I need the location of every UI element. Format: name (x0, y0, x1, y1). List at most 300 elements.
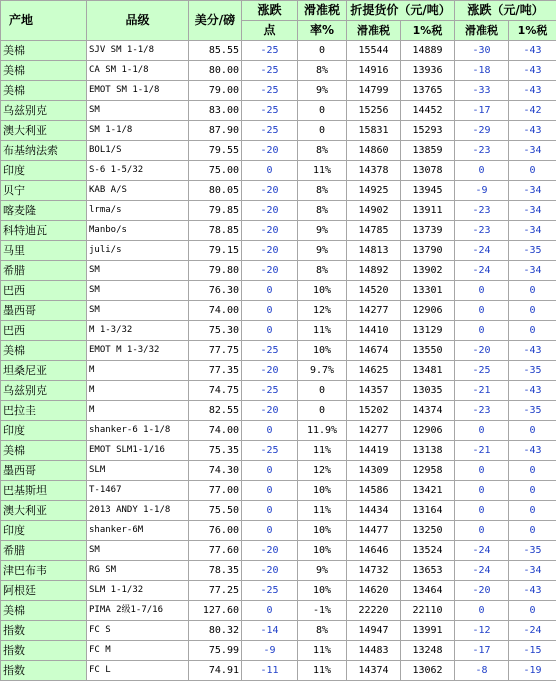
rmbchange-tax-cell: -29 (455, 121, 509, 141)
delivery-tax-cell: 14374 (347, 661, 401, 681)
delivery-1pct-cell: 13911 (401, 201, 455, 221)
price-cell: 77.60 (189, 541, 242, 561)
delivery-tax-cell: 14892 (347, 261, 401, 281)
delivery-tax-cell: 14732 (347, 561, 401, 581)
change-cell: -20 (242, 541, 298, 561)
delivery-1pct-cell: 13945 (401, 181, 455, 201)
origin-cell: 墨西哥 (1, 301, 87, 321)
rmbchange-1pct-cell: 0 (509, 281, 556, 301)
price-cell: 77.25 (189, 581, 242, 601)
grade-cell: lrma/s (87, 201, 189, 221)
rmbchange-header-1pct: 1%税 (509, 21, 556, 41)
price-cell: 74.30 (189, 461, 242, 481)
grade-cell: EMOT SM 1-1/8 (87, 81, 189, 101)
rmbchange-tax-cell: 0 (455, 601, 509, 621)
table-row (1, 561, 556, 581)
price-cell: 77.00 (189, 481, 242, 501)
tax-rate-cell: 11% (298, 661, 347, 681)
delivery-tax-cell: 14520 (347, 281, 401, 301)
delivery-tax-cell: 14674 (347, 341, 401, 361)
change-cell: -20 (242, 181, 298, 201)
change-cell: 0 (242, 461, 298, 481)
header-row-1 (1, 1, 556, 21)
delivery-1pct-cell: 14374 (401, 401, 455, 421)
rmbchange-1pct-cell: 0 (509, 601, 556, 621)
rmbchange-tax-cell: -12 (455, 621, 509, 641)
delivery-1pct-cell: 13859 (401, 141, 455, 161)
delivery-1pct-cell: 13164 (401, 501, 455, 521)
origin-cell: 印度 (1, 421, 87, 441)
grade-cell: 2013 ANDY 1-1/8 (87, 501, 189, 521)
delivery-tax-cell: 15256 (347, 101, 401, 121)
change-cell: -20 (242, 401, 298, 421)
rmbchange-tax-cell: -30 (455, 41, 509, 61)
delivery-tax-cell: 14410 (347, 321, 401, 341)
change-cell: -25 (242, 81, 298, 101)
delivery-tax-cell: 14620 (347, 581, 401, 601)
delivery-tax-cell: 14586 (347, 481, 401, 501)
table-row (1, 601, 556, 621)
rmbchange-1pct-cell: 0 (509, 481, 556, 501)
grade-cell: FC M (87, 641, 189, 661)
origin-cell: 墨西哥 (1, 461, 87, 481)
table-row (1, 361, 556, 381)
change-cell: -14 (242, 621, 298, 641)
delivery-tax-cell: 14785 (347, 221, 401, 241)
tax-rate-cell: 0 (298, 401, 347, 421)
origin-cell: 坦桑尼亚 (1, 361, 87, 381)
change-cell: -25 (242, 101, 298, 121)
tax-rate-cell: 12% (298, 461, 347, 481)
origin-cell: 巴西 (1, 321, 87, 341)
price-cell: 74.75 (189, 381, 242, 401)
rmbchange-tax-cell: -23 (455, 201, 509, 221)
change-cell: -9 (242, 641, 298, 661)
delivery-1pct-cell: 13250 (401, 521, 455, 541)
delivery-1pct-cell: 13550 (401, 341, 455, 361)
grade-cell: M (87, 401, 189, 421)
grade-cell: SM (87, 101, 189, 121)
change-cell: 0 (242, 281, 298, 301)
grade-cell: SM (87, 261, 189, 281)
table-row (1, 501, 556, 521)
origin-cell: 贝宁 (1, 181, 87, 201)
price-cell: 79.85 (189, 201, 242, 221)
change-cell: 0 (242, 421, 298, 441)
grade-cell: SM (87, 281, 189, 301)
tax-rate-cell: 10% (298, 581, 347, 601)
table-row (1, 341, 556, 361)
delivery-1pct-cell: 12906 (401, 301, 455, 321)
price-cell: 75.50 (189, 501, 242, 521)
delivery-tax-cell: 14813 (347, 241, 401, 261)
delivery-1pct-cell: 12906 (401, 421, 455, 441)
change-cell: -20 (242, 201, 298, 221)
price-cell: 77.75 (189, 341, 242, 361)
delivery-1pct-cell: 13464 (401, 581, 455, 601)
price-cell: 80.05 (189, 181, 242, 201)
price-cell: 78.35 (189, 561, 242, 581)
grade-cell: M (87, 381, 189, 401)
tax-rate-cell: 8% (298, 141, 347, 161)
price-cell: 74.00 (189, 421, 242, 441)
origin-cell: 巴西 (1, 281, 87, 301)
tax-rate-cell: 9% (298, 221, 347, 241)
price-cell: 75.35 (189, 441, 242, 461)
delivery-tax-cell: 14477 (347, 521, 401, 541)
tax-rate-cell: 10% (298, 481, 347, 501)
origin-cell: 希腊 (1, 261, 87, 281)
rmbchange-1pct-cell: -34 (509, 261, 556, 281)
rmbchange-header-top: 涨跌（元/吨） (455, 1, 556, 21)
table-row (1, 481, 556, 501)
origin-cell: 布基纳法索 (1, 141, 87, 161)
delivery-tax-cell: 14625 (347, 361, 401, 381)
rmbchange-1pct-cell: -43 (509, 41, 556, 61)
delivery-tax-cell: 14357 (347, 381, 401, 401)
delivery-1pct-cell: 13138 (401, 441, 455, 461)
rmbchange-tax-cell: 0 (455, 321, 509, 341)
tax-header-bottom: 率% (298, 21, 347, 41)
grade-cell: EMOT M 1-3/32 (87, 341, 189, 361)
rmbchange-1pct-cell: -35 (509, 401, 556, 421)
table-row (1, 121, 556, 141)
price-cell: 74.91 (189, 661, 242, 681)
grade-cell: BOL1/S (87, 141, 189, 161)
tax-rate-cell: 10% (298, 281, 347, 301)
rmbchange-tax-cell: -23 (455, 401, 509, 421)
table-row (1, 441, 556, 461)
change-cell: 0 (242, 321, 298, 341)
origin-cell: 乌兹别克 (1, 101, 87, 121)
table-row (1, 261, 556, 281)
rmbchange-1pct-cell: -42 (509, 101, 556, 121)
table-row (1, 241, 556, 261)
grade-cell: SLM (87, 461, 189, 481)
origin-cell: 澳大利亚 (1, 501, 87, 521)
tax-rate-cell: 8% (298, 201, 347, 221)
delivery-tax-cell: 14277 (347, 421, 401, 441)
rmbchange-tax-cell: -18 (455, 61, 509, 81)
origin-cell: 巴拉圭 (1, 401, 87, 421)
change-cell: -25 (242, 581, 298, 601)
change-cell: -25 (242, 61, 298, 81)
delivery-tax-cell: 14860 (347, 141, 401, 161)
table-row (1, 621, 556, 641)
delivery-1pct-cell: 13062 (401, 661, 455, 681)
delivery-1pct-cell: 13524 (401, 541, 455, 561)
grade-cell: CA SM 1-1/8 (87, 61, 189, 81)
table-row (1, 141, 556, 161)
grade-cell: S-6 1-5/32 (87, 161, 189, 181)
origin-cell: 指数 (1, 661, 87, 681)
delivery-tax-cell: 15544 (347, 41, 401, 61)
grade-cell: SM 1-1/8 (87, 121, 189, 141)
rmbchange-1pct-cell: -43 (509, 81, 556, 101)
rmbchange-tax-cell: -23 (455, 221, 509, 241)
tax-rate-cell: 8% (298, 61, 347, 81)
origin-cell: 乌兹别克 (1, 381, 87, 401)
rmbchange-tax-cell: 0 (455, 421, 509, 441)
rmbchange-tax-cell: -25 (455, 361, 509, 381)
origin-cell: 指数 (1, 621, 87, 641)
delivery-1pct-cell: 13936 (401, 61, 455, 81)
delivery-1pct-cell: 13790 (401, 241, 455, 261)
tax-rate-cell: -1% (298, 601, 347, 621)
price-cell: 76.00 (189, 521, 242, 541)
grade-cell: M (87, 361, 189, 381)
delivery-tax-cell: 14799 (347, 81, 401, 101)
origin-cell: 马里 (1, 241, 87, 261)
rmbchange-1pct-cell: -35 (509, 541, 556, 561)
change-cell: -20 (242, 261, 298, 281)
delivery-header-tax: 滑准税 (347, 21, 401, 41)
delivery-tax-cell: 14916 (347, 61, 401, 81)
origin-cell: 澳大利亚 (1, 121, 87, 141)
change-cell: -20 (242, 241, 298, 261)
tax-rate-cell: 10% (298, 541, 347, 561)
change-cell: -25 (242, 381, 298, 401)
delivery-1pct-cell: 13129 (401, 321, 455, 341)
price-cell: 80.32 (189, 621, 242, 641)
rmbchange-tax-cell: 0 (455, 501, 509, 521)
price-cell: 75.30 (189, 321, 242, 341)
delivery-tax-cell: 22220 (347, 601, 401, 621)
tax-rate-cell: 8% (298, 261, 347, 281)
origin-cell: 希腊 (1, 541, 87, 561)
rmbchange-tax-cell: -33 (455, 81, 509, 101)
origin-cell: 美棉 (1, 441, 87, 461)
grade-cell: FC L (87, 661, 189, 681)
origin-cell: 科特迪瓦 (1, 221, 87, 241)
grade-cell: KAB A/S (87, 181, 189, 201)
change-cell: -20 (242, 141, 298, 161)
change-cell: -25 (242, 41, 298, 61)
table-row (1, 641, 556, 661)
rmbchange-1pct-cell: -43 (509, 441, 556, 461)
rmbchange-tax-cell: 0 (455, 461, 509, 481)
rmbchange-tax-cell: -21 (455, 381, 509, 401)
table-row (1, 581, 556, 601)
rmbchange-tax-cell: -17 (455, 641, 509, 661)
delivery-tax-cell: 14309 (347, 461, 401, 481)
tax-rate-cell: 0 (298, 101, 347, 121)
origin-cell: 印度 (1, 161, 87, 181)
rmbchange-tax-cell: -24 (455, 261, 509, 281)
tax-rate-cell: 9% (298, 561, 347, 581)
rmbchange-1pct-cell: -24 (509, 621, 556, 641)
tax-rate-cell: 11% (298, 161, 347, 181)
grade-cell: M 1-3/32 (87, 321, 189, 341)
change-cell: 0 (242, 481, 298, 501)
rmbchange-1pct-cell: -34 (509, 141, 556, 161)
rmbchange-1pct-cell: -15 (509, 641, 556, 661)
price-cell: 79.15 (189, 241, 242, 261)
table-row (1, 461, 556, 481)
change-cell: -20 (242, 561, 298, 581)
price-cell: 77.35 (189, 361, 242, 381)
table-row (1, 221, 556, 241)
grade-cell: Manbo/s (87, 221, 189, 241)
delivery-1pct-cell: 13765 (401, 81, 455, 101)
tax-rate-cell: 8% (298, 181, 347, 201)
tax-header-top: 滑准税 (298, 1, 347, 21)
rmbchange-1pct-cell: -34 (509, 201, 556, 221)
grade-header: 品级 (87, 1, 189, 41)
table-row (1, 201, 556, 221)
price-cell: 82.55 (189, 401, 242, 421)
rmbchange-1pct-cell: 0 (509, 521, 556, 541)
price-cell: 74.00 (189, 301, 242, 321)
grade-cell: SLM 1-1/32 (87, 581, 189, 601)
tax-rate-cell: 9% (298, 81, 347, 101)
origin-cell: 美棉 (1, 341, 87, 361)
price-cell: 75.00 (189, 161, 242, 181)
grade-cell: EMOT SLM1-1/16 (87, 441, 189, 461)
tax-rate-cell: 9.7% (298, 361, 347, 381)
delivery-1pct-cell: 14889 (401, 41, 455, 61)
table-row (1, 161, 556, 181)
origin-cell: 喀麦隆 (1, 201, 87, 221)
rmbchange-tax-cell: 0 (455, 481, 509, 501)
origin-cell: 津巴布韦 (1, 561, 87, 581)
delivery-1pct-cell: 13991 (401, 621, 455, 641)
table-body (1, 41, 556, 681)
change-cell: 0 (242, 301, 298, 321)
grade-cell: juli/s (87, 241, 189, 261)
rmbchange-1pct-cell: -19 (509, 661, 556, 681)
grade-cell: SJV SM 1-1/8 (87, 41, 189, 61)
price-cell: 75.99 (189, 641, 242, 661)
change-cell: -20 (242, 221, 298, 241)
grade-cell: T-1467 (87, 481, 189, 501)
price-cell: 80.00 (189, 61, 242, 81)
origin-cell: 指数 (1, 641, 87, 661)
rmbchange-header-tax: 滑准税 (455, 21, 509, 41)
rmbchange-tax-cell: -24 (455, 561, 509, 581)
change-cell: -25 (242, 441, 298, 461)
price-cell: 78.85 (189, 221, 242, 241)
delivery-header-top: 折提货价（元/吨） (347, 1, 455, 21)
rmbchange-1pct-cell: -43 (509, 61, 556, 81)
rmbchange-1pct-cell: 0 (509, 501, 556, 521)
delivery-1pct-cell: 15293 (401, 121, 455, 141)
tax-rate-cell: 11% (298, 321, 347, 341)
delivery-1pct-cell: 13301 (401, 281, 455, 301)
rmbchange-1pct-cell: -43 (509, 381, 556, 401)
delivery-tax-cell: 14925 (347, 181, 401, 201)
change-cell: -11 (242, 661, 298, 681)
rmbchange-1pct-cell: -35 (509, 361, 556, 381)
price-cell: 85.55 (189, 41, 242, 61)
rmbchange-tax-cell: -8 (455, 661, 509, 681)
delivery-tax-cell: 14434 (347, 501, 401, 521)
rmbchange-tax-cell: -9 (455, 181, 509, 201)
price-cell: 76.30 (189, 281, 242, 301)
price-cell: 79.80 (189, 261, 242, 281)
change-header-top: 涨跌 (242, 1, 298, 21)
tax-rate-cell: 0 (298, 381, 347, 401)
grade-cell: RG SM (87, 561, 189, 581)
origin-cell: 美棉 (1, 61, 87, 81)
tax-rate-cell: 10% (298, 341, 347, 361)
change-cell: -20 (242, 361, 298, 381)
rmbchange-tax-cell: 0 (455, 521, 509, 541)
delivery-1pct-cell: 13421 (401, 481, 455, 501)
tax-rate-cell: 11.9% (298, 421, 347, 441)
delivery-1pct-cell: 13902 (401, 261, 455, 281)
change-header-bottom: 点 (242, 21, 298, 41)
rmbchange-tax-cell: -20 (455, 341, 509, 361)
tax-rate-cell: 12% (298, 301, 347, 321)
rmbchange-1pct-cell: -43 (509, 121, 556, 141)
rmbchange-1pct-cell: -43 (509, 581, 556, 601)
grade-cell: SM (87, 541, 189, 561)
delivery-1pct-cell: 22110 (401, 601, 455, 621)
tax-rate-cell: 11% (298, 641, 347, 661)
rmbchange-1pct-cell: -35 (509, 241, 556, 261)
tax-rate-cell: 0 (298, 121, 347, 141)
change-cell: -25 (242, 121, 298, 141)
delivery-tax-cell: 15202 (347, 401, 401, 421)
rmbchange-1pct-cell: 0 (509, 461, 556, 481)
delivery-1pct-cell: 13739 (401, 221, 455, 241)
origin-cell: 印度 (1, 521, 87, 541)
change-cell: 0 (242, 161, 298, 181)
tax-rate-cell: 10% (298, 521, 347, 541)
table-row (1, 61, 556, 81)
delivery-1pct-cell: 13248 (401, 641, 455, 661)
grade-cell: FC S (87, 621, 189, 641)
table-row (1, 421, 556, 441)
delivery-header-1pct: 1%税 (401, 21, 455, 41)
rmbchange-1pct-cell: -34 (509, 181, 556, 201)
table-row (1, 661, 556, 681)
rmbchange-tax-cell: -21 (455, 441, 509, 461)
table-row (1, 381, 556, 401)
table-row (1, 41, 556, 61)
rmbchange-tax-cell: -24 (455, 541, 509, 561)
rmbchange-1pct-cell: 0 (509, 321, 556, 341)
change-cell: 0 (242, 601, 298, 621)
price-cell: 79.55 (189, 141, 242, 161)
tax-rate-cell: 11% (298, 501, 347, 521)
delivery-tax-cell: 14483 (347, 641, 401, 661)
delivery-tax-cell: 14277 (347, 301, 401, 321)
rmbchange-1pct-cell: -34 (509, 221, 556, 241)
rmbchange-tax-cell: 0 (455, 301, 509, 321)
rmbchange-tax-cell: 0 (455, 161, 509, 181)
rmbchange-1pct-cell: 0 (509, 421, 556, 441)
table-row (1, 281, 556, 301)
change-cell: 0 (242, 501, 298, 521)
rmbchange-tax-cell: -23 (455, 141, 509, 161)
table-row (1, 521, 556, 541)
delivery-1pct-cell: 12958 (401, 461, 455, 481)
grade-cell: shanker-6 1-1/8 (87, 421, 189, 441)
delivery-tax-cell: 14419 (347, 441, 401, 461)
rmbchange-1pct-cell: 0 (509, 301, 556, 321)
rmbchange-tax-cell: -17 (455, 101, 509, 121)
table-row (1, 181, 556, 201)
origin-header: 产地 (1, 1, 87, 41)
grade-cell: shanker-6M (87, 521, 189, 541)
rmbchange-tax-cell: -24 (455, 241, 509, 261)
tax-rate-cell: 9% (298, 241, 347, 261)
rmbchange-1pct-cell: -34 (509, 561, 556, 581)
delivery-tax-cell: 14902 (347, 201, 401, 221)
table-row (1, 541, 556, 561)
